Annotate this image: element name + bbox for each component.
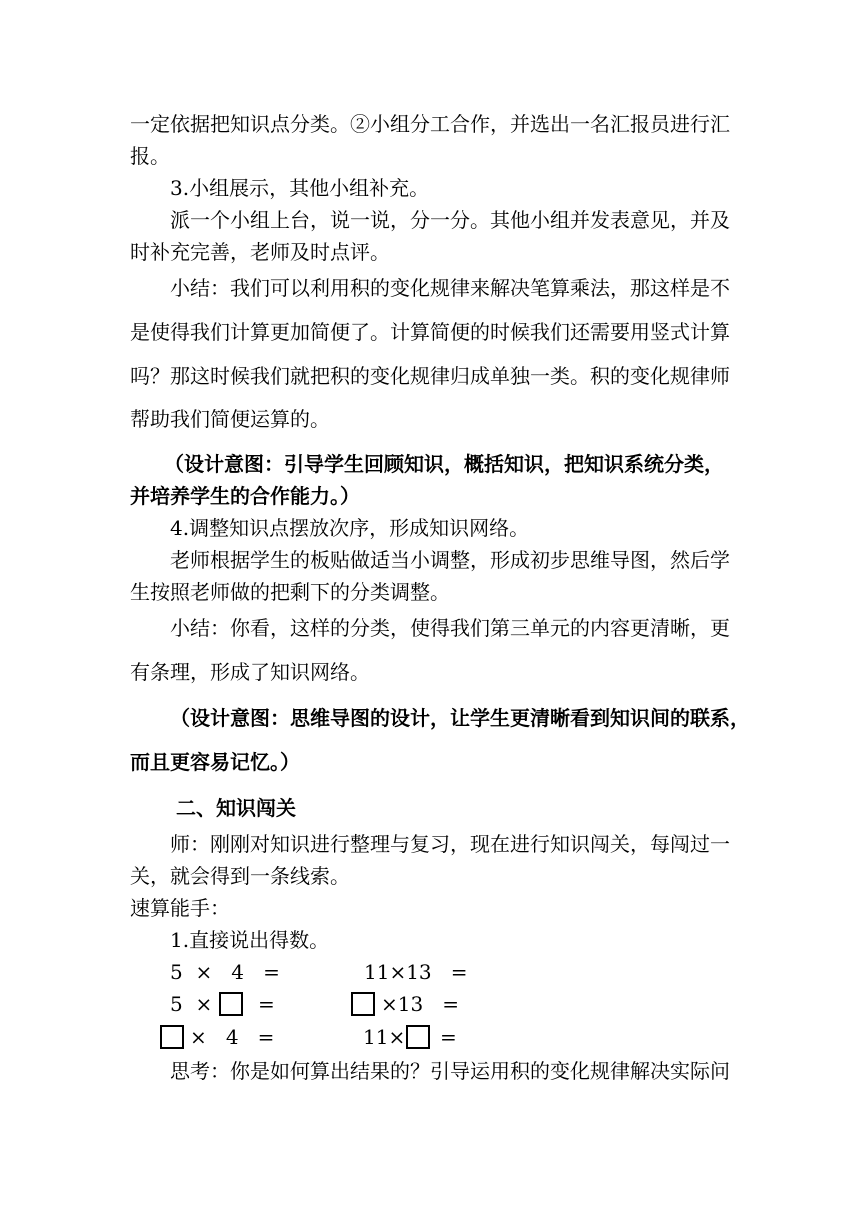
paragraph-line: 是使得我们计算更加简便了。计算简便的时候我们还需要用竖式计算	[130, 320, 730, 344]
answer-blank-box[interactable]	[160, 1025, 184, 1049]
math-expression: 11×13 =	[364, 960, 468, 984]
paragraph-line: 报。	[130, 144, 170, 168]
math-expression: × 4 =	[190, 1025, 275, 1049]
paragraph-line: 速算能手：	[130, 896, 230, 920]
paragraph-line: 小结：你看，这样的分类，使得我们第三单元的内容更清晰，更	[170, 616, 730, 640]
paragraph-line: 帮助我们简便运算的。	[130, 407, 330, 431]
answer-blank-box[interactable]	[219, 992, 243, 1016]
math-expression: 5 ×	[170, 992, 213, 1016]
paragraph-line: 一定依据把知识点分类。②小组分工合作，并选出一名汇报员进行汇	[130, 112, 730, 136]
paragraph-line: 师：刚刚对知识进行整理与复习，现在进行知识闯关，每闯过一	[170, 832, 730, 856]
math-expression: 11×	[363, 1025, 406, 1049]
paragraph-line: 小结：我们可以利用积的变化规律来解决笔算乘法，那这样是不	[170, 276, 730, 300]
paragraph-line: 1.直接说出得数。	[170, 928, 330, 952]
design-intent-line: 而且更容易记忆。）	[130, 750, 300, 774]
paragraph-line: 有条理，形成了知识网络。	[130, 660, 370, 684]
design-intent-line: （设计意图：引导学生回顾知识，概括知识，把知识系统分类，	[164, 452, 724, 476]
paragraph-line: 4.调整知识点摆放次序，形成知识网络。	[170, 516, 530, 540]
paragraph-line: 3.小组展示，其他小组补充。	[170, 176, 430, 200]
design-intent-line: 并培养学生的合作能力。）	[130, 484, 360, 508]
paragraph-line: 思考：你是如何算出结果的？引导运用积的变化规律解决实际问	[170, 1059, 730, 1083]
math-expression: ×13 =	[381, 992, 460, 1016]
math-expression: 5 × 4 =	[170, 960, 280, 984]
paragraph-line: 老师根据学生的板贴做适当小调整，形成初步思维导图，然后学	[170, 548, 730, 572]
answer-blank-box[interactable]	[406, 1025, 430, 1049]
paragraph-line: 生按照老师做的把剩下的分类调整。	[130, 580, 450, 604]
design-intent-line: （设计意图：思维导图的设计，让学生更清晰看到知识间的联系，	[170, 706, 750, 730]
section-heading: 二、知识闯关	[176, 796, 296, 820]
answer-blank-box[interactable]	[351, 992, 375, 1016]
math-expression: =	[440, 1025, 457, 1049]
paragraph-line: 时补充完善，老师及时点评。	[130, 240, 390, 264]
paragraph-line: 吗？那这时候我们就把积的变化规律归成单独一类。积的变化规律师	[130, 364, 730, 388]
math-expression: =	[258, 992, 275, 1016]
paragraph-line: 派一个小组上台，说一说，分一分。其他小组并发表意见，并及	[170, 208, 730, 232]
paragraph-line: 关，就会得到一条线索。	[130, 864, 350, 888]
